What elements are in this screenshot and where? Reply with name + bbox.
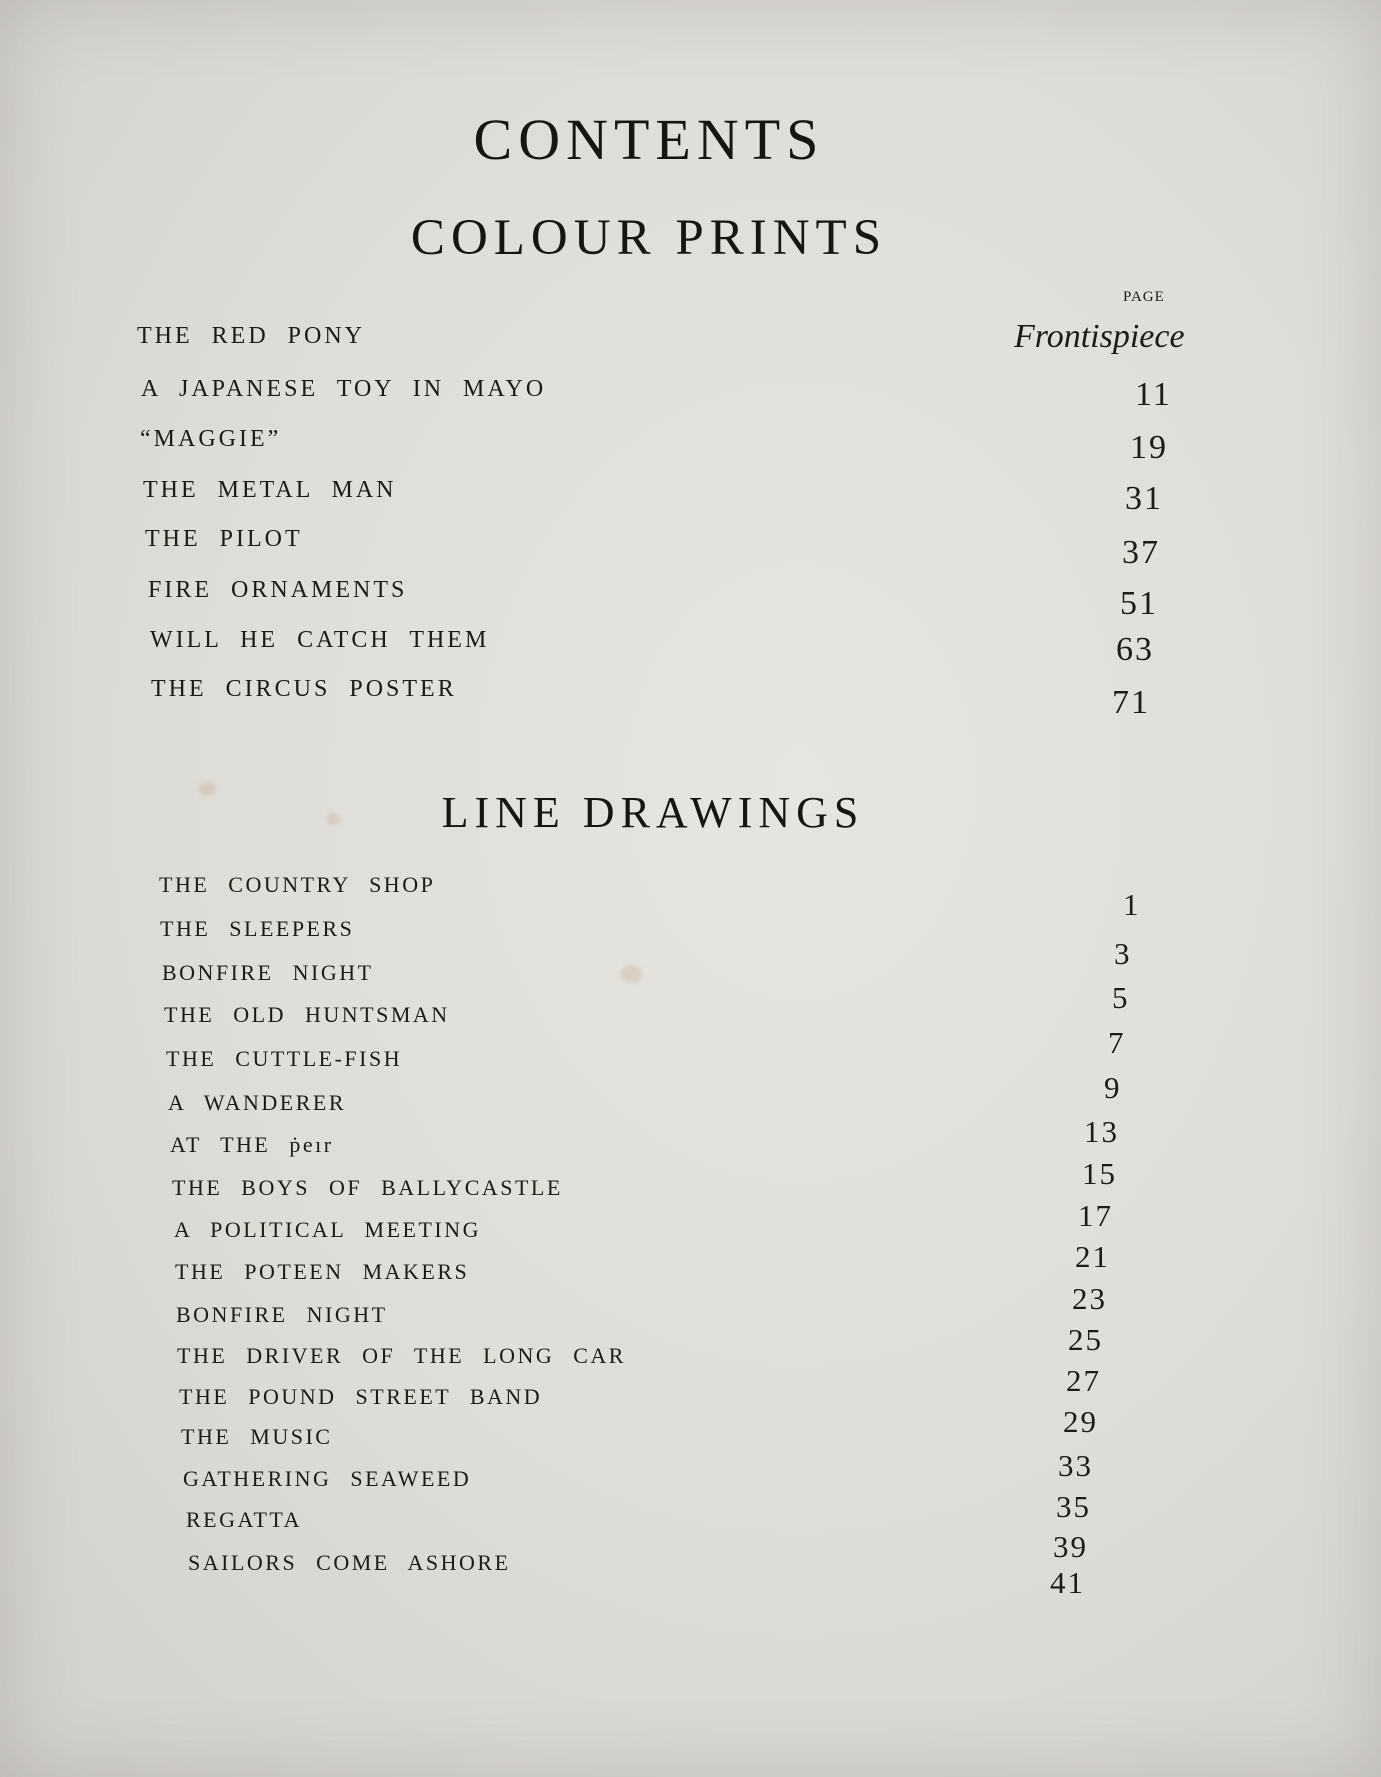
line-drawing-title: THE OLD HUNTSMAN [164, 1002, 450, 1027]
line-drawing-title: THE COUNTRY SHOP [159, 872, 436, 897]
line-drawing-page: 5 [1112, 980, 1130, 1015]
line-drawing-page: 41 [1050, 1565, 1085, 1600]
colour-print-title: FIRE ORNAMENTS [148, 577, 408, 603]
line-drawing-title: REGATTA [186, 1507, 302, 1532]
colour-print-title: THE PILOT [145, 526, 303, 552]
colour-print-page: 19 [1130, 429, 1168, 466]
line-drawing-page: 39 [1053, 1529, 1088, 1564]
line-drawing-page: 13 [1084, 1114, 1119, 1149]
colour-print-title: A JAPANESE TOY IN MAYO [141, 376, 547, 402]
line-drawing-page: 25 [1068, 1322, 1103, 1357]
line-drawing-title: GATHERING SEAWEED [183, 1466, 472, 1491]
line-drawings-title: LINE DRAWINGS [441, 788, 865, 837]
line-drawing-title: A POLITICAL MEETING [174, 1217, 481, 1242]
line-drawing-title: THE SLEEPERS [160, 916, 355, 941]
colour-print-title: THE CIRCUS POSTER [151, 676, 457, 702]
line-drawing-page: 1 [1123, 887, 1141, 922]
colour-print-title: THE METAL MAN [143, 477, 397, 503]
line-drawing-title: SAILORS COME ASHORE [188, 1550, 511, 1575]
line-drawing-page: 3 [1114, 936, 1132, 971]
line-drawing-title: THE DRIVER OF THE LONG CAR [177, 1343, 626, 1368]
line-drawing-title: AT THE ṗeır [170, 1132, 334, 1157]
line-drawing-title: THE CUTTLE-FISH [166, 1046, 403, 1071]
line-drawing-page: 23 [1072, 1281, 1107, 1316]
line-drawing-page: 27 [1066, 1363, 1101, 1398]
paper-stain [620, 965, 642, 983]
colour-print-title: WILL HE CATCH THEM [150, 627, 490, 653]
colour-print-page: 11 [1135, 376, 1172, 413]
line-drawing-title: THE MUSIC [181, 1424, 333, 1449]
colour-print-page: 63 [1116, 631, 1154, 668]
colour-print-title: THE RED PONY [137, 323, 365, 349]
page-column-label: PAGE [1123, 289, 1165, 305]
line-drawing-page: 33 [1058, 1448, 1093, 1483]
contents-title: CONTENTS [473, 107, 825, 172]
line-drawing-page: 35 [1056, 1489, 1091, 1524]
colour-prints-title: COLOUR PRINTS [410, 210, 888, 266]
line-drawing-page: 17 [1078, 1198, 1113, 1233]
line-drawing-title: BONFIRE NIGHT [176, 1302, 388, 1327]
line-drawing-title: BONFIRE NIGHT [162, 960, 374, 985]
line-drawing-title: A WANDERER [168, 1090, 346, 1115]
frontispiece-label: Frontispiece [1014, 318, 1185, 355]
line-drawing-page: 9 [1104, 1070, 1122, 1105]
colour-print-page: 31 [1125, 480, 1163, 517]
line-drawing-title: THE POUND STREET BAND [179, 1384, 543, 1409]
colour-print-title: “MAGGIE” [140, 426, 282, 452]
colour-print-page: 37 [1122, 534, 1160, 571]
line-drawing-title: THE BOYS OF BALLYCASTLE [172, 1175, 563, 1200]
line-drawing-page: 21 [1075, 1239, 1110, 1274]
line-drawing-page: 7 [1108, 1025, 1126, 1060]
colour-print-page: 51 [1120, 585, 1158, 622]
colour-print-page: 71 [1112, 684, 1150, 721]
line-drawing-title: THE POTEEN MAKERS [175, 1259, 470, 1284]
line-drawing-page: 29 [1063, 1404, 1098, 1439]
line-drawing-page: 15 [1082, 1156, 1117, 1191]
